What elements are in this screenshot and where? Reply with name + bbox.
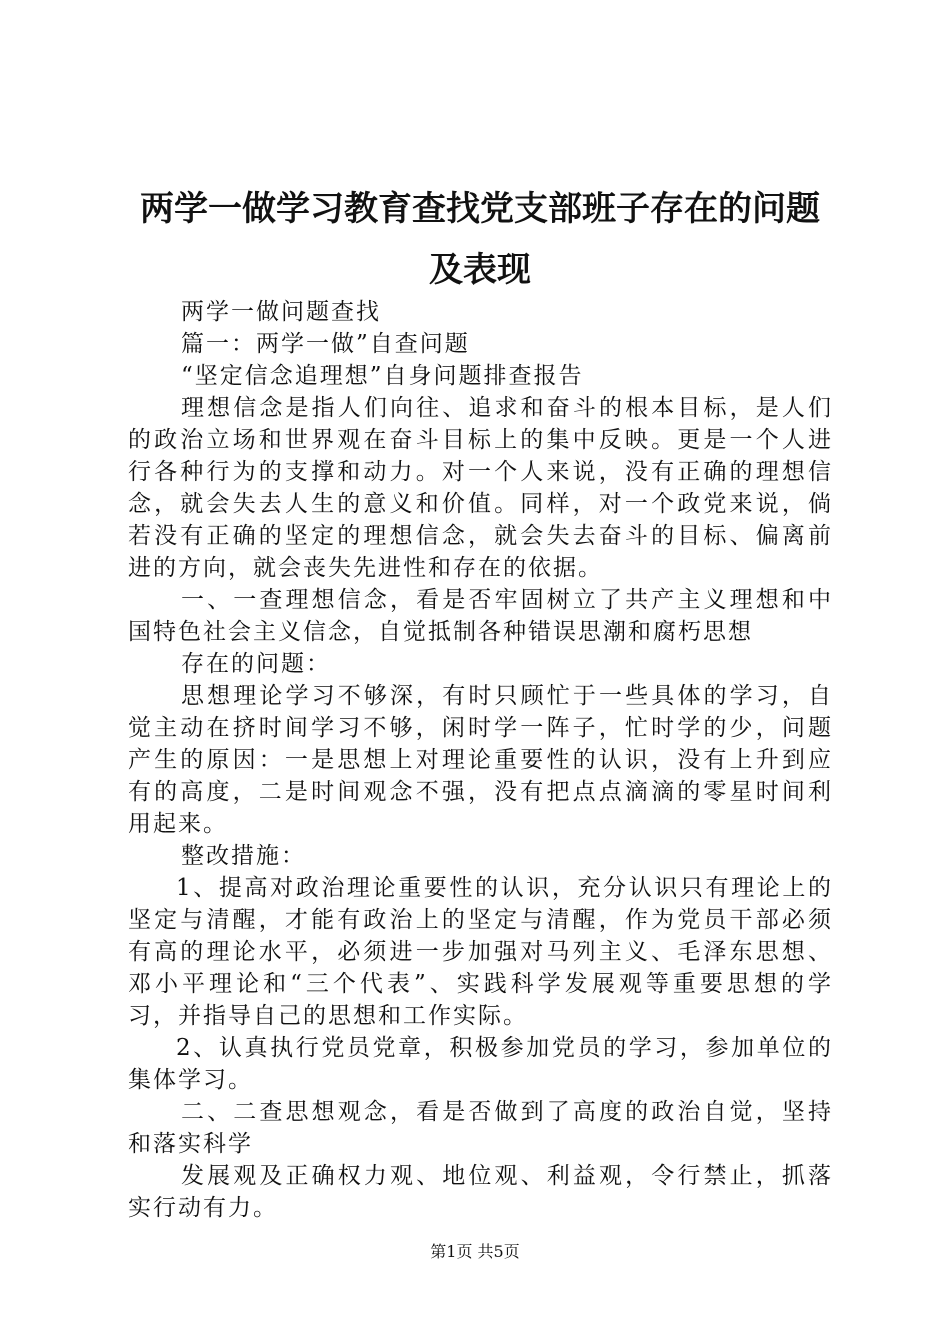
paragraph-line: 邓小平理论和“三个代表”、实践科学发展观等重要思想的学 — [128, 971, 833, 997]
heading-line: 篇一：两学一做”自查问题 — [181, 331, 470, 357]
paragraph-line: 思想理论学习不够深，有时只顾忙于一些具体的学习，自 — [181, 683, 833, 709]
paragraph-line: 习，并指导自己的思想和工作实际。 — [128, 1003, 528, 1029]
document-title-line-2: 及表现 — [429, 250, 531, 290]
paragraph-line: 念，就会失去人生的意义和价值。同样，对一个政党来说，倘 — [128, 491, 833, 517]
paragraph-line: 一、一查理想信念，看是否牢固树立了共产主义理想和中 — [181, 587, 833, 613]
paragraph-line: 发展观及正确权力观、地位观、利益观，令行禁止，抓落 — [181, 1163, 833, 1189]
paragraph-line: 2、认真执行党员党章，积极参加党员的学习，参加单位的 — [176, 1035, 833, 1061]
paragraph-line: 坚定与清醒，才能有政治上的坚定与清醒，作为党员干部必须 — [128, 907, 833, 933]
paragraph-line: 有高的理论水平，必须进一步加强对马列主义、毛泽东思想、 — [128, 939, 833, 965]
heading-line: “坚定信念追理想”自身问题排查报告 — [181, 363, 584, 389]
heading-line: 两学一做问题查找 — [181, 299, 381, 325]
paragraph-line: 进的方向，就会丧失先进性和存在的依据。 — [128, 555, 603, 581]
paragraph-line: 用起来。 — [128, 811, 228, 837]
paragraph-line: 二、二查思想观念，看是否做到了高度的政治自觉，坚持 — [181, 1099, 833, 1125]
paragraph-line: 的政治立场和世界观在奋斗目标上的集中反映。更是一个人进 — [128, 427, 833, 453]
paragraph-line: 产生的原因：一是思想上对理论重要性的认识，没有上升到应 — [128, 747, 833, 773]
paragraph-line: 行各种行为的支撑和动力。对一个人来说，没有正确的理想信 — [128, 459, 833, 485]
paragraph-line: 集体学习。 — [128, 1067, 253, 1093]
paragraph-line: 实行动有力。 — [128, 1195, 278, 1221]
page-footer: 第1页 共5页 — [430, 1242, 520, 1261]
paragraph-line: 国特色社会主义信念，自觉抵制各种错误思潮和腐朽思想 — [128, 619, 753, 645]
paragraph-line: 觉主动在挤时间学习不够，闲时学一阵子，忙时学的少，问题 — [128, 715, 833, 741]
paragraph-line: 理想信念是指人们向往、追求和奋斗的根本目标，是人们 — [181, 395, 833, 421]
paragraph-line: 1、提高对政治理论重要性的认识，充分认识只有理论上的 — [176, 875, 833, 901]
heading-line: 存在的问题： — [181, 651, 331, 677]
paragraph-line: 和落实科学 — [128, 1131, 253, 1157]
heading-line: 整改措施： — [181, 843, 306, 869]
paragraph-line: 若没有正确的坚定的理想信念，就会失去奋斗的目标、偏离前 — [128, 523, 833, 549]
document-title-line-1: 两学一做学习教育查找党支部班子存在的问题 — [140, 189, 820, 229]
paragraph-line: 有的高度，二是时间观念不强，没有把点点滴滴的零星时间利 — [128, 779, 833, 805]
